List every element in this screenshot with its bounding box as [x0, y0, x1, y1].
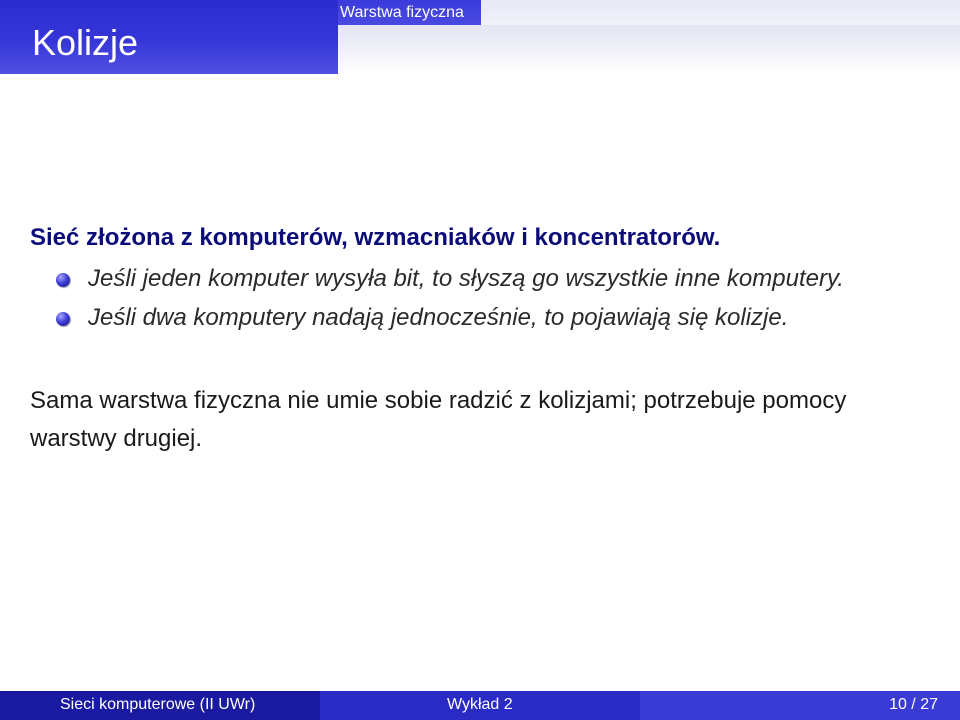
footer-lecture: Wykład 2	[447, 696, 513, 713]
header-gradient	[338, 25, 960, 74]
section-nav-link[interactable]: Warstwa fizyczna	[340, 4, 464, 21]
footer-page-band	[640, 691, 960, 720]
bullet-list	[30, 263, 930, 334]
bullet-item	[30, 302, 930, 334]
slide-footer	[0, 691, 960, 720]
bullet-text: Jeśli dwa komputery nadają jednocześnie, to pojawiają się kolizje.	[88, 304, 789, 331]
page-number: 10 / 27	[889, 696, 938, 713]
lead-statement: Sieć złożona z komputerów, wzmacniaków i koncentratorów.	[30, 224, 721, 251]
footer-course-band	[0, 691, 320, 720]
bullet-ball-icon	[56, 312, 70, 326]
bullet-item	[30, 263, 930, 295]
bullet-ball-icon	[56, 273, 70, 287]
slide-header	[0, 0, 960, 74]
footer-lecture-band	[320, 691, 640, 720]
bullet-text: Jeśli jeden komputer wysyła bit, to słyszą go wszystkie inne komputery.	[88, 265, 844, 292]
footer-course: Sieci komputerowe (II UWr)	[60, 696, 256, 713]
slide-title: Kolizje	[32, 22, 139, 63]
nav-fade-band	[481, 0, 960, 25]
body-paragraph: Sama warstwa fizyczna nie umie sobie radzić z kolizjami; potrzebuje pomocy warstwy drugiej.	[30, 387, 847, 452]
slide-content	[30, 222, 930, 458]
